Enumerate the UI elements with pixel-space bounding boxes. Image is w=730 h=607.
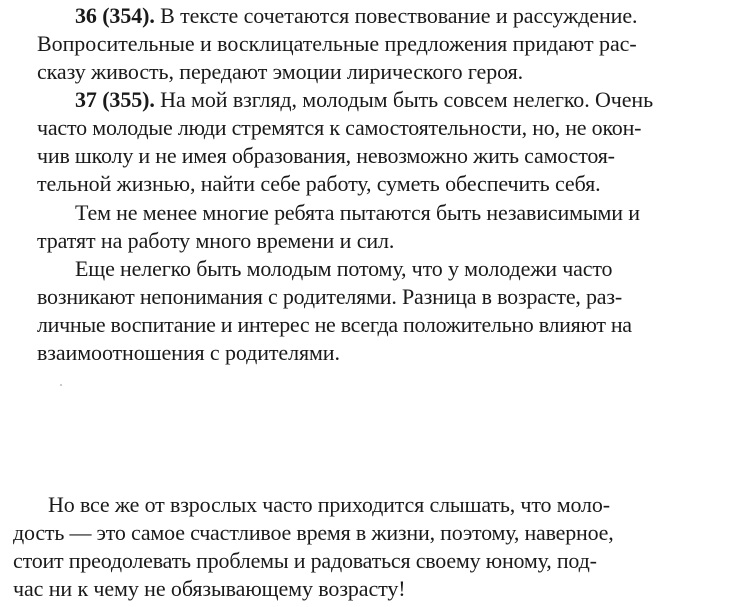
exercise-number-36: 36 (354). [75, 3, 155, 28]
paragraph-5-line-2: дость — это самое счастливое время в жизни, поэтому, наверное, [13, 520, 614, 545]
paragraph-37-line-2: часто молодые люди стремятся к самостоятельности, но, не окон- [37, 115, 642, 140]
paragraph-36-line-1 [75, 3, 637, 29]
paragraph-4-line-4: взаимоотношения с родителями. [37, 340, 340, 365]
paragraph-3-line-2: тратят на работу много времени и сил. [37, 228, 395, 253]
paragraph-5-line-1: Но все же от взрослых часто приходится слышать, что моло- [48, 492, 610, 517]
scan-speck [60, 384, 62, 386]
paragraph-5-line-3: стоит преодолевать проблемы и радоваться своему юному, под- [13, 548, 597, 573]
paragraph-36-line-2: Вопросительные и восклицательные предложения придают рас- [37, 31, 637, 56]
paragraph-36-line-3: сказу живость, передают эмоции лирического героя. [37, 59, 524, 84]
paragraph-4-line-3: личные воспитание и интерес не всегда положительно влияют на [37, 312, 632, 337]
paragraph-36-text-1: В тексте сочетаются повествование и рассуждение. [154, 3, 638, 28]
paragraph-37-line-1 [75, 87, 653, 113]
paragraph-37-line-4: тельной жизнью, найти себе работу, суметь обеспечить себя. [37, 171, 601, 196]
paragraph-37-text-1: На мой взгляд, молодым быть совсем нелегко. Очень [154, 87, 654, 112]
paragraph-4-line-1: Еще нелегко быть молодым потому, что у молодежи часто [75, 256, 613, 281]
paragraph-3-line-1: Тем не менее многие ребята пытаются быть независимыми и [75, 200, 640, 225]
paragraph-37-line-3: чив школу и не имея образования, невозможно жить самостоя- [37, 143, 615, 168]
paragraph-4-line-2: возникают непонимания с родителями. Разница в возрасте, раз- [37, 284, 622, 309]
paragraph-5-line-4: час ни к чему не обязывающему возрасту! [13, 576, 406, 601]
exercise-number-37: 37 (355). [75, 87, 155, 112]
